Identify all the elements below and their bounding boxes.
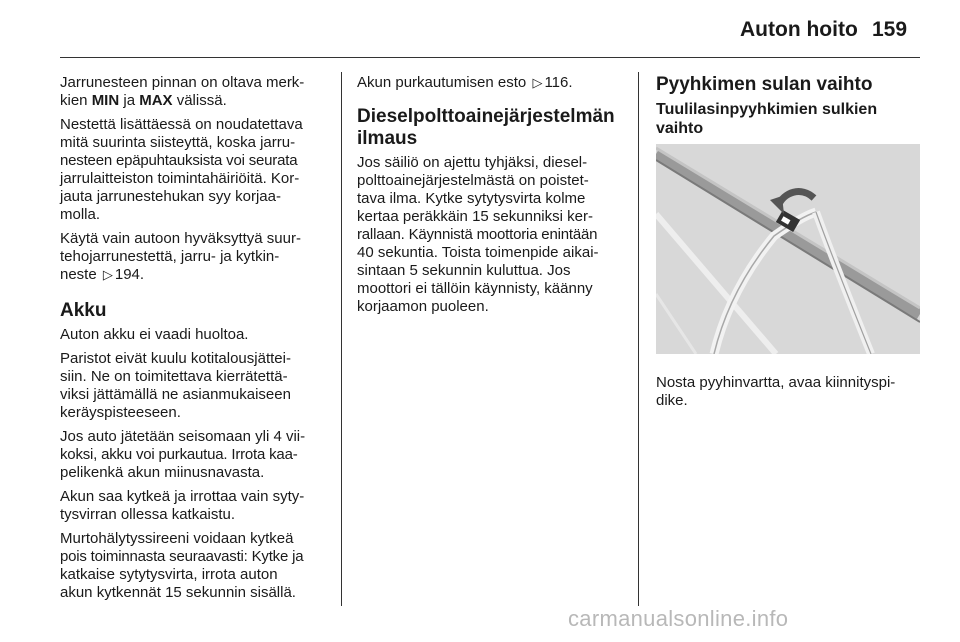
section-heading-diesel-bleeding: Dieselpolttoainejärjestelmän ilmaus bbox=[357, 106, 615, 149]
text-line: katkaise sytytysvirta, irrota auton bbox=[60, 566, 278, 583]
paragraph-maintenance-free: Auton akku ei vaadi huoltoa. bbox=[60, 326, 249, 343]
max-marker: MAX bbox=[139, 92, 173, 109]
text-line: keräyspisteeseen. bbox=[60, 404, 181, 421]
text-line: Käytä vain autoon hyväksyttyä suur- bbox=[60, 230, 301, 247]
column-divider bbox=[638, 72, 639, 606]
paragraph-diesel-bleeding bbox=[357, 154, 625, 316]
text-line: Paristot eivät kuulu kotitalousjättei- bbox=[60, 350, 291, 367]
paragraph-approved-fluid bbox=[60, 230, 332, 284]
text-line: Nosta pyyhinvartta, avaa kiinnityspi- bbox=[656, 374, 896, 391]
text-line: kien MIN ja MAX välissä. bbox=[60, 92, 227, 109]
text-line: Akun saa kytkeä ja irrottaa vain syty- bbox=[60, 488, 305, 505]
wiper-arm-illustration bbox=[656, 144, 920, 354]
text-line: tava ilma. Kytke sytytysvirta kolme bbox=[357, 190, 586, 207]
text-line: Murtohälytyssireeni voidaan kytkeä bbox=[60, 530, 294, 547]
text-line: Akun purkautumisen esto ▷ 116. bbox=[357, 74, 573, 91]
page-reference[interactable]: 194. bbox=[114, 266, 145, 283]
min-marker: MIN bbox=[91, 92, 120, 109]
text-line: jauta jarrunestehukan syy korjaa- bbox=[60, 188, 281, 205]
column-3 bbox=[656, 74, 920, 410]
header-rule bbox=[60, 57, 920, 58]
text-line: siin. Ne on toimitettava kierrätettä- bbox=[60, 368, 288, 385]
column-2 bbox=[357, 74, 625, 316]
paragraph-discharge-protection bbox=[357, 74, 625, 92]
figure-caption bbox=[656, 374, 920, 410]
text-line: korjaamon puoleen. bbox=[357, 298, 489, 315]
text-line: dike. bbox=[656, 392, 688, 409]
reference-arrow-icon: ▷ bbox=[102, 267, 113, 282]
text-line: moottori ei tällöin käynnisty, käänny bbox=[357, 280, 593, 297]
paragraph-brake-fluid-level bbox=[60, 74, 332, 110]
text-line: tehojarrunestettä, jarru- ja kytkin- bbox=[60, 248, 280, 265]
text-line: Jos säiliö on ajettu tyhjäksi, diesel- bbox=[357, 154, 588, 171]
page-number: 159 bbox=[872, 18, 908, 41]
text-line: viksi jättämällä ne asianmukaiseen bbox=[60, 386, 291, 403]
paragraph-alarm-siren bbox=[60, 530, 332, 602]
text-line: rallaan. Käynnistä moottoria enintään bbox=[357, 226, 598, 243]
text-line: kertaa peräkkäin 15 sekunniksi ker- bbox=[357, 208, 593, 225]
paragraph-recycling bbox=[60, 350, 332, 422]
text-line: jarrulaitteiston toimintahäiriöitä. Kor- bbox=[60, 170, 300, 187]
text-line: polttoainejärjestelmästä on poistet- bbox=[357, 172, 589, 189]
text-line: koksi, akku voi purkautua. Irrota kaa- bbox=[60, 446, 298, 463]
text-line: molla. bbox=[60, 206, 101, 223]
page-reference[interactable]: 116. bbox=[544, 74, 573, 91]
text-line: Jos auto jätetään seisomaan yli 4 vii- bbox=[60, 428, 306, 445]
section-heading-akku: Akku bbox=[60, 300, 107, 321]
paragraph-connect-battery bbox=[60, 488, 332, 524]
text-line: pelikenkä akun miinusnavasta. bbox=[60, 464, 265, 481]
text-line: neste ▷ 194. bbox=[60, 266, 145, 283]
text-line: sintaan 5 sekunnin kuluttua. Jos bbox=[357, 262, 571, 279]
text-line: mitä suurinta siisteyttä, koska jarru- bbox=[60, 134, 296, 151]
text-line: 40 sekuntia. Toista toimenpide aikai- bbox=[357, 244, 599, 261]
text-line: akun kytkennät 15 sekunnin sisällä. bbox=[60, 584, 296, 601]
text-line: tysvirran ollessa katkaistu. bbox=[60, 506, 236, 523]
watermark: carmanualsonline.info bbox=[568, 606, 789, 631]
text-line: pois toiminnasta seuraavasti: Kytke ja bbox=[60, 548, 304, 565]
section-heading-wiper-blade: Pyyhkimen sulan vaihto bbox=[656, 74, 873, 95]
text-line: Jarrunesteen pinnan on oltava merk- bbox=[60, 74, 305, 91]
column-1 bbox=[60, 74, 332, 602]
subheading-windscreen-wiper: Tuulilasinpyyhkimien sulkien vaihto bbox=[656, 101, 878, 137]
text-line: nesteen epäpuhtauksista voi seurata bbox=[60, 152, 298, 169]
reference-arrow-icon: ▷ bbox=[532, 75, 543, 90]
column-divider bbox=[341, 72, 342, 606]
running-header-title: Auton hoito bbox=[740, 18, 858, 41]
paragraph-cleanliness bbox=[60, 116, 332, 224]
paragraph-discharge bbox=[60, 428, 332, 482]
text-line: Nestettä lisättäessä on noudatettava bbox=[60, 116, 303, 133]
